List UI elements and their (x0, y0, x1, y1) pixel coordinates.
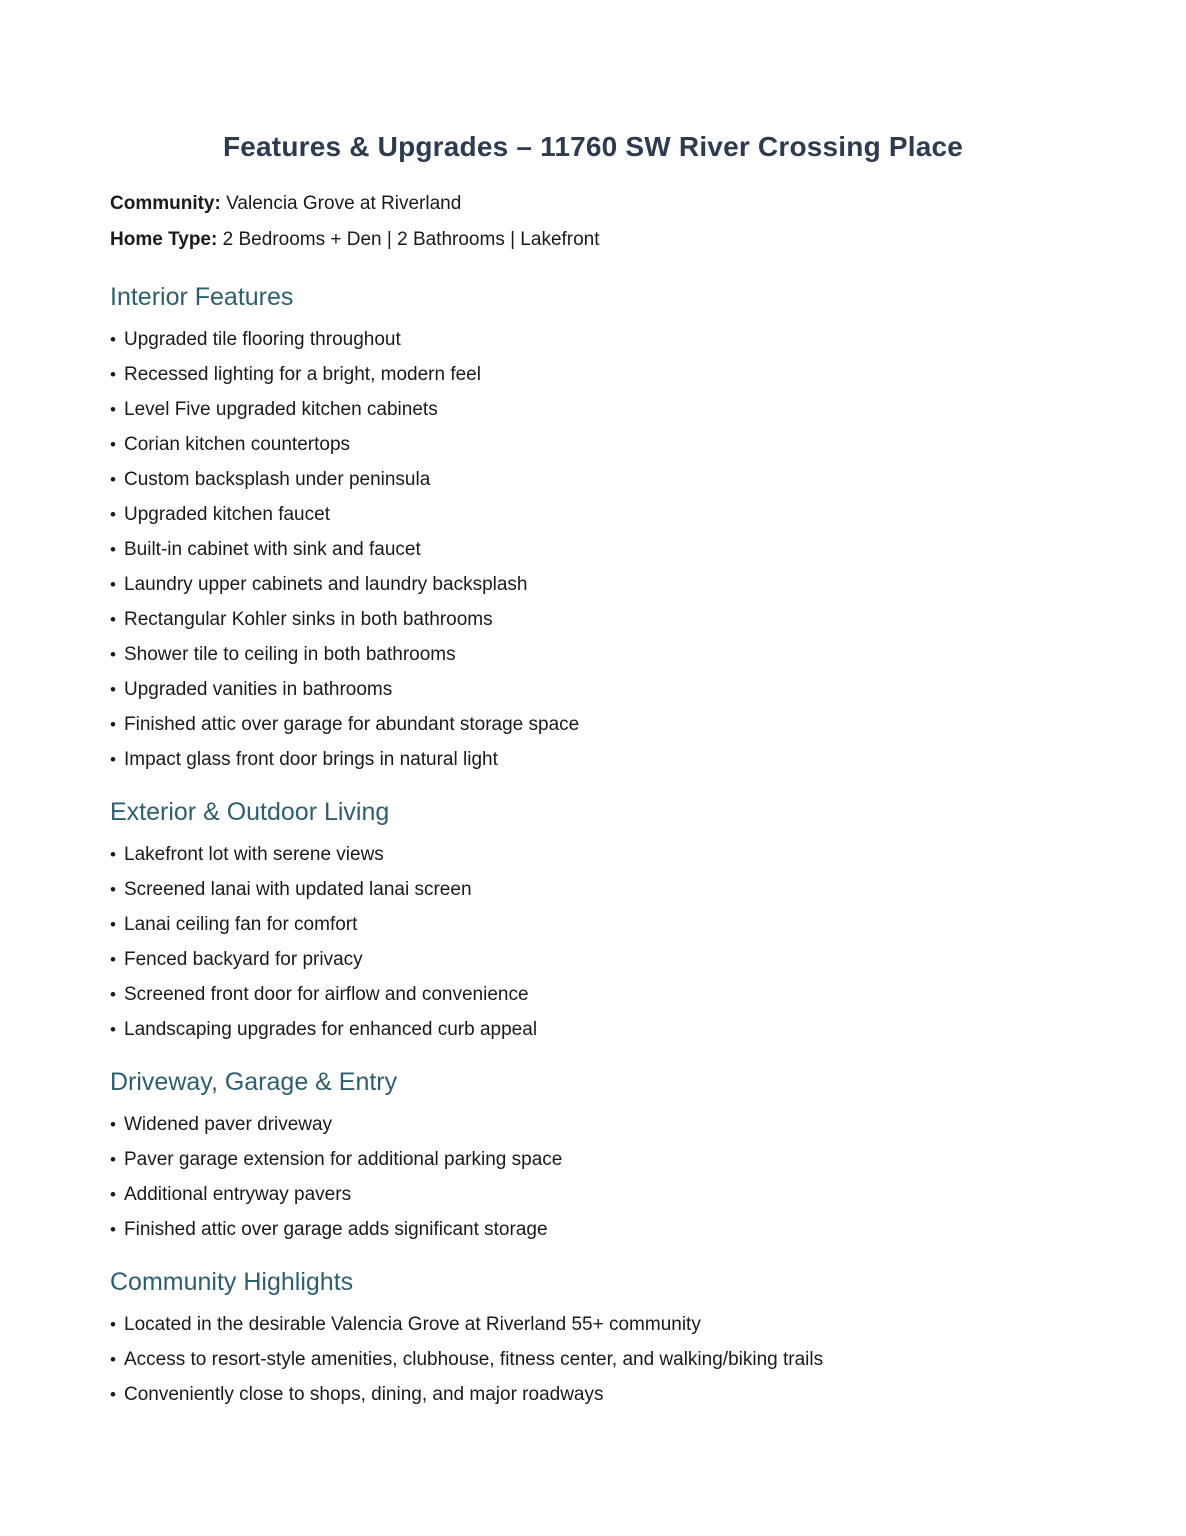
page-title: Features & Upgrades – 11760 SW River Crossing Place (222, 131, 964, 162)
bullet-marker: • (110, 950, 116, 969)
list-item-text: Upgraded tile flooring throughout (124, 329, 401, 350)
bullet-marker: • (110, 505, 116, 524)
list-item (110, 1012, 1076, 1047)
list-item (110, 837, 1076, 872)
list-item (110, 1342, 1076, 1377)
bullet-marker: • (110, 750, 116, 769)
section-heading-community-highlights: Community Highlights (110, 1268, 354, 1296)
list-item (110, 1107, 1076, 1142)
list-item-text: Finished attic over garage for abundant storage space (124, 714, 580, 735)
list-item (110, 532, 1076, 567)
bullet-marker: • (110, 540, 116, 559)
list-item (110, 602, 1076, 637)
list-item (110, 742, 1076, 777)
list-item (110, 322, 1076, 357)
bullet-marker: • (110, 915, 116, 934)
meta-line-home-type (110, 222, 1076, 258)
driveway-garage-entry-list (110, 1107, 1076, 1247)
list-item-text: Paver garage extension for additional parking space (124, 1149, 563, 1170)
home-type-value: 2 Bedrooms + Den | 2 Bathrooms | Lakefront (222, 229, 600, 250)
list-item-text: Screened lanai with updated lanai screen (124, 879, 472, 900)
list-item (110, 942, 1076, 977)
home-type-label: Home Type: (110, 229, 218, 250)
list-item (110, 357, 1076, 392)
list-item-text: Shower tile to ceiling in both bathrooms (124, 644, 456, 665)
list-item (110, 672, 1076, 707)
bullet-marker: • (110, 1350, 116, 1369)
list-item (110, 427, 1076, 462)
list-item (110, 567, 1076, 602)
list-item-text: Laundry upper cabinets and laundry backsplash (124, 574, 528, 595)
bullet-marker: • (110, 435, 116, 454)
bullet-marker: • (110, 365, 116, 384)
list-item (110, 1307, 1076, 1342)
bullet-marker: • (110, 680, 116, 699)
bullet-marker: • (110, 400, 116, 419)
bullet-marker: • (110, 610, 116, 629)
list-item-text: Level Five upgraded kitchen cabinets (124, 399, 438, 420)
list-item-text: Landscaping upgrades for enhanced curb appeal (124, 1019, 538, 1040)
bullet-marker: • (110, 330, 116, 349)
bullet-marker: • (110, 1150, 116, 1169)
bullet-marker: • (110, 715, 116, 734)
community-highlights-list (110, 1307, 1076, 1412)
list-item-text: Corian kitchen countertops (124, 434, 351, 455)
list-item-text: Custom backsplash under peninsula (124, 469, 431, 490)
bullet-marker: • (110, 575, 116, 594)
bullet-marker: • (110, 1020, 116, 1039)
interior-features-list (110, 322, 1076, 777)
list-item (110, 1377, 1076, 1412)
list-item (110, 872, 1076, 907)
meta-block (110, 186, 1076, 258)
meta-line-community (110, 186, 1076, 222)
list-item (110, 637, 1076, 672)
bullet-marker: • (110, 1115, 116, 1134)
list-item-text: Screened front door for airflow and convenience (124, 984, 529, 1005)
bullet-marker: • (110, 1185, 116, 1204)
list-item (110, 977, 1076, 1012)
community-value: Valencia Grove at Riverland (226, 193, 462, 214)
list-item-text: Widened paver driveway (124, 1114, 333, 1135)
list-item (110, 1212, 1076, 1247)
list-item-text: Access to resort-style amenities, clubhouse, fitness center, and walking/biking trails (124, 1349, 824, 1370)
list-item-text: Additional entryway pavers (124, 1184, 352, 1205)
bullet-marker: • (110, 845, 116, 864)
section-heading-exterior-outdoor-living: Exterior & Outdoor Living (110, 798, 390, 826)
list-item (110, 1177, 1076, 1212)
community-label: Community: (110, 193, 221, 214)
list-item-text: Recessed lighting for a bright, modern feel (124, 364, 481, 385)
list-item-text: Finished attic over garage adds significant storage (124, 1219, 548, 1240)
bullet-marker: • (110, 880, 116, 899)
list-item (110, 907, 1076, 942)
list-item-text: Lakefront lot with serene views (124, 844, 384, 865)
list-item (110, 707, 1076, 742)
bullet-marker: • (110, 1315, 116, 1334)
list-item-text: Located in the desirable Valencia Grove at Riverland 55+ community (124, 1314, 701, 1335)
exterior-outdoor-living-list (110, 837, 1076, 1047)
bullet-marker: • (110, 645, 116, 664)
bullet-marker: • (110, 1385, 116, 1404)
list-item-text: Impact glass front door brings in natural light (124, 749, 498, 770)
list-item (110, 392, 1076, 427)
list-item-text: Conveniently close to shops, dining, and major roadways (124, 1384, 604, 1405)
list-item (110, 497, 1076, 532)
section-heading-interior-features: Interior Features (110, 283, 294, 311)
bullet-marker: • (110, 470, 116, 489)
list-item (110, 1142, 1076, 1177)
list-item-text: Lanai ceiling fan for comfort (124, 914, 358, 935)
list-item-text: Rectangular Kohler sinks in both bathrooms (124, 609, 493, 630)
section-heading-driveway-garage-entry: Driveway, Garage & Entry (110, 1068, 398, 1096)
list-item-text: Fenced backyard for privacy (124, 949, 363, 970)
bullet-marker: • (110, 1220, 116, 1239)
list-item-text: Upgraded kitchen faucet (124, 504, 330, 525)
list-item-text: Built-in cabinet with sink and faucet (124, 539, 421, 560)
bullet-marker: • (110, 985, 116, 1004)
list-item-text: Upgraded vanities in bathrooms (124, 679, 393, 700)
list-item (110, 462, 1076, 497)
